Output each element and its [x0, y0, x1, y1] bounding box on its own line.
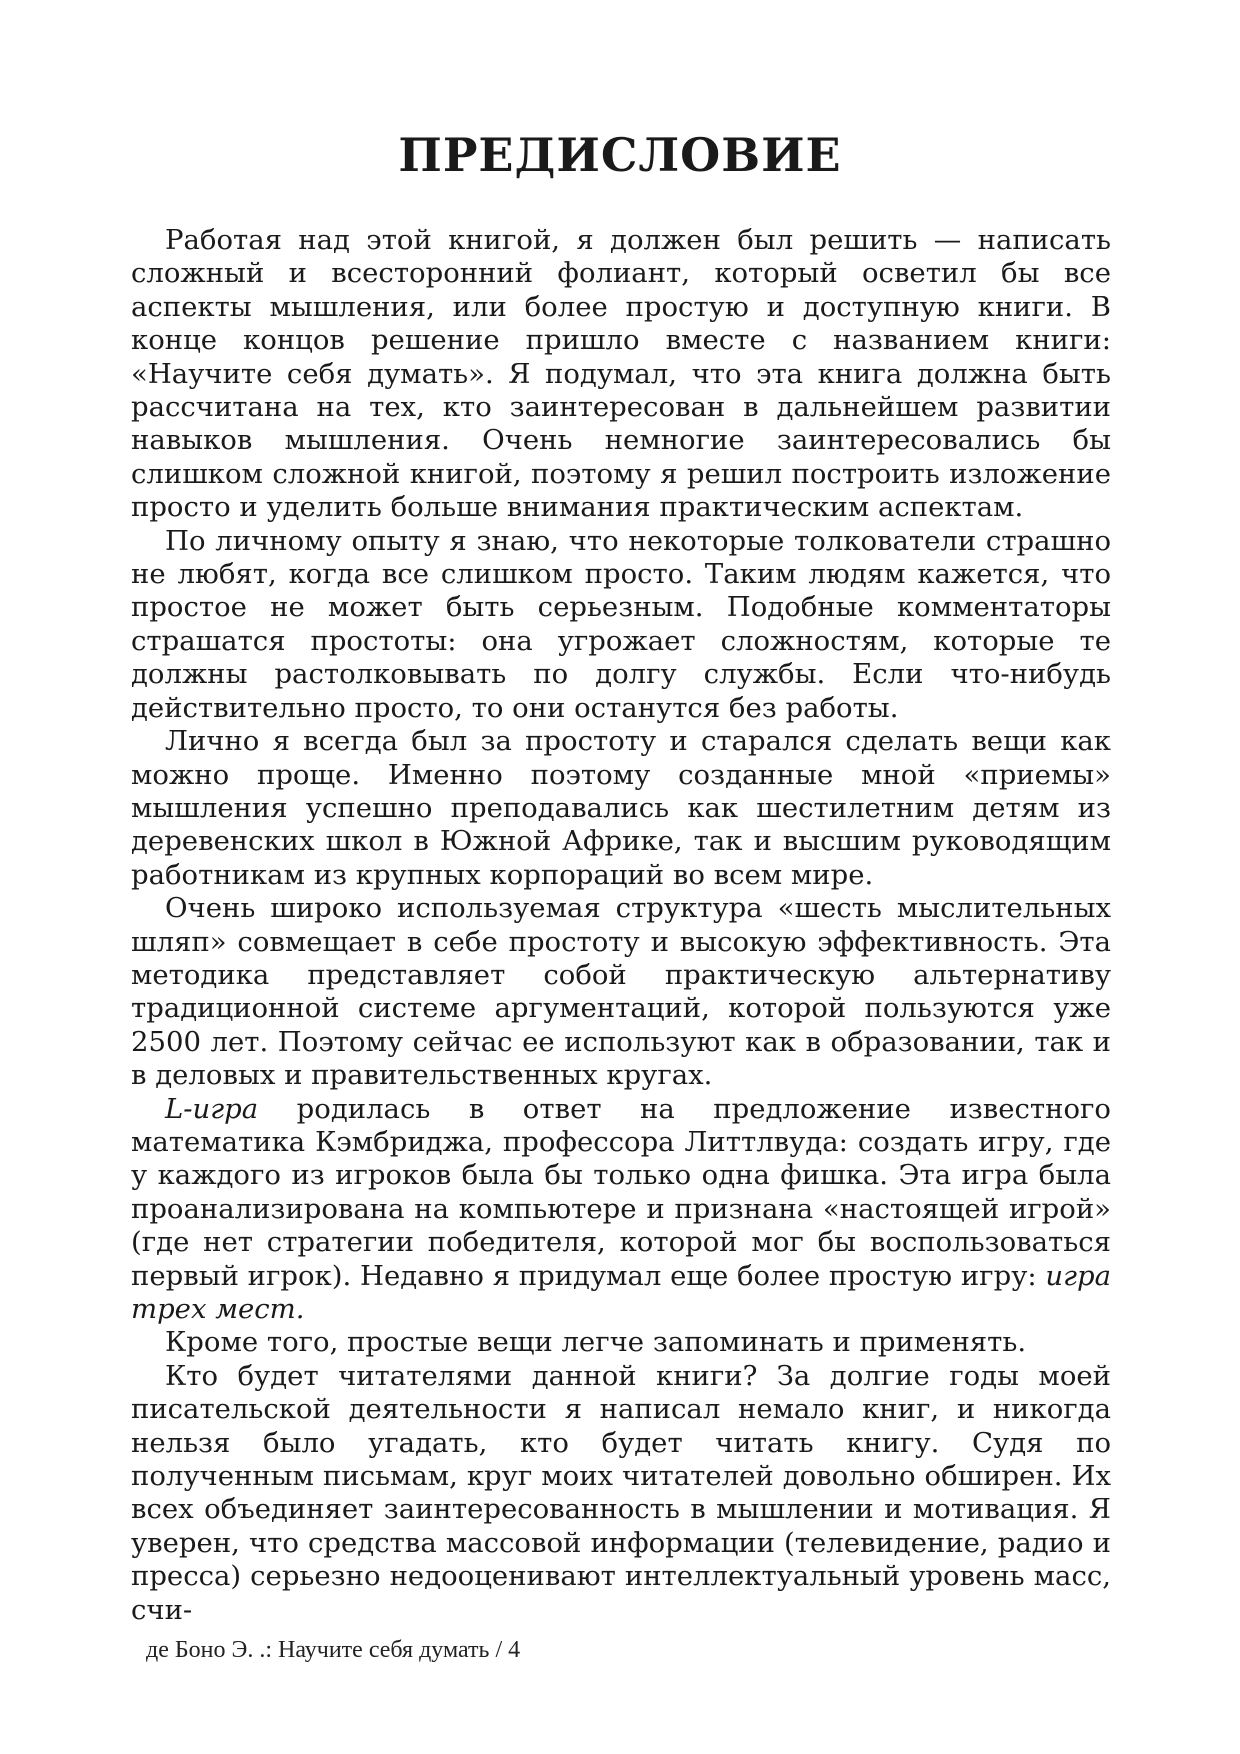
page-title: ПРЕДИСЛОВИЕ [398, 128, 842, 182]
paragraph-2: По личному опыту я знаю, что некоторые толкователи страшно не любят, когда все слишком просто. Таким людям кажется, что простое не может быть серьезным. Подобные комментаторы страшатся простоты: она угрожает сложностям, которые те должны растолковывать по долгу службы. Если что-нибудь действительно просто, то они останутся без работы. [131, 524, 1111, 724]
three-places-game-term: игра трех мест. [131, 1259, 1111, 1325]
paragraph-3: Лично я всегда был за простоту и старался сделать вещи как можно проще. Именно поэтому созданные мной «приемы» мышления успешно преподавались как шестилетним детям из деревенских школ в Южной Африке, так и высшим руководящим работникам из крупных корпораций во всем мире. [131, 725, 1111, 891]
body-text [131, 224, 1111, 1627]
l-game-term: L-игра [165, 1092, 259, 1125]
page-footer: де Боно Э. .: Научите себя думать / 4 [146, 1637, 521, 1663]
paragraph-4: Очень широко используемая структура «шесть мыслительных шляп» совмещает в себе простоту и высокую эффективность. Эта методика представляет собой практическую альтернативу традиционной системе аргументаций, которой пользуются уже 2500 лет. Поэтому сейчас ее используют как в образовании, так и в деловых и правительственных кругах. [131, 892, 1111, 1092]
paragraph-6: Кроме того, простые вещи легче запоминать и применять. [165, 1326, 1027, 1359]
paragraph-7: Кто будет читателями данной книги? За долгие годы моей писательской деятельности я написал немало книг, и никогда нельзя было угадать, кто будет читать книгу. Судя по полученным письмам, круг моих читателей довольно обширен. Их всех объединяет заинтересованность в мышлении и мотивация. Я уверен, что средства массовой информации (телевидение, радио и пресса) серьезно недооценивают интеллектуальный уровень масс, счи- [131, 1359, 1111, 1626]
paragraph-1: Работая над этой книгой, я должен был решить — написать сложный и всесторонний фолиант, который осветил бы все аспекты мышления, или более простую и доступную книги. В конце концов решение пришло вместе с названием книги: «Научите себя думать». Я подумал, что эта книга должна быть рассчитана на тех, кто заинтересован в дальнейшем развитии навыков мышления. Очень немногие заинтересовались бы слишком сложной книгой, поэтому я решил построить изложение просто и уделить больше внимания практическим аспектам. [131, 224, 1111, 524]
paragraph-5 [131, 1093, 1111, 1327]
paragraph-5-text: родилась в ответ на предложение известного математика Кэмбриджа, профессора Литтлвуда: создать игру, где у каждого из игроков была бы только одна фишка. Эта игра была проанализирована на компьютере и признана «настоящей игрой» (где нет стратегии победителя, которой мог бы воспользоваться первый игрок). Недавно я придумал еще более простую игру: [131, 1092, 1111, 1292]
